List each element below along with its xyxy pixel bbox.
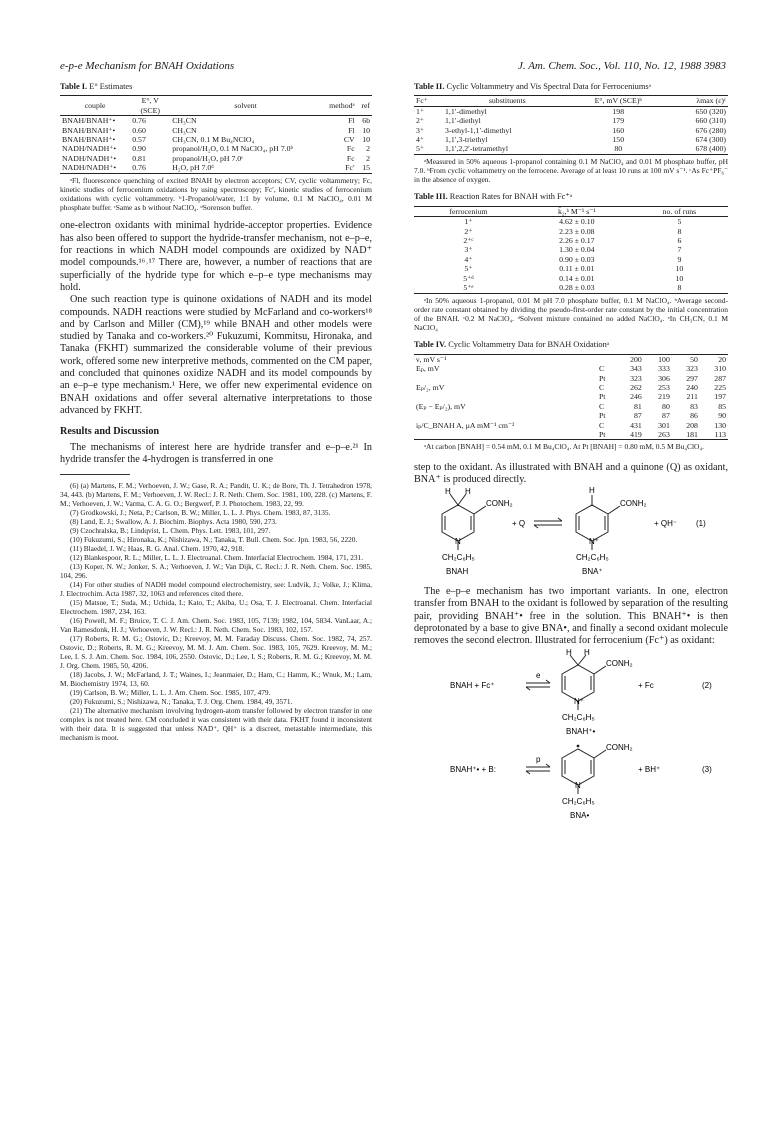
table-row: 5⁺ 0.11 ± 0.01 10 — [464, 264, 684, 274]
table-header: ferrocenium — [449, 206, 488, 216]
conh2-label: CONH₂ — [486, 499, 513, 509]
nitrogen-label: N — [455, 537, 461, 547]
table-row: 2⁺ 1,1′-diethyl 179 660 (310) — [416, 116, 726, 126]
table-row: Pt 323 306 297 287 — [598, 373, 726, 383]
hydrogen-label: H — [566, 647, 572, 657]
table-row: 5⁺ᵈ 0.14 ± 0.01 10 — [463, 273, 684, 283]
arrow-label: p — [536, 754, 541, 764]
equation-2-scheme — [414, 648, 724, 738]
conh2-label: CONH₂ — [606, 658, 633, 668]
table-header: solvent — [234, 101, 257, 111]
equilibrium-arrow — [526, 764, 550, 774]
reference-item: (6) (a) Martens, F. M.; Verhoeven, J. W.; Gase, R. A.; Pandit, U. K.; de Bore, Th. J. Tetrahedron 1978, 34, 443. (b) Martens, F. M.; Verhoeven, J. W. Recl.: J. R. Neth. Chem. Soc. 1981, 100, 228. (c) Martens, F. M.; Verhoeven, J. W.; Varma, C. A. G. O.; Bergwerf, P. J. Photochem. 1983, 22, 99. — [60, 481, 372, 509]
table-row: BNAH/BNAH⁺• 0.57 CH₃CN, 0.1 M Bu₄NClO₄ CV 10 — [62, 135, 370, 145]
nitrogen-label: N — [575, 780, 581, 790]
reference-item: (7) Grodkowski, J.; Neta, P.; Carlson, B. W.; Miller, L. L. J. Phys. Chem. 1983, 87, 3135. — [70, 508, 331, 518]
equation-rhs: + BH⁺ — [638, 764, 661, 774]
equation-number: (1) — [696, 519, 706, 529]
table-row: 5⁺ᵉ 0.28 ± 0.03 8 — [414, 283, 728, 293]
table-row: (Eₚ − Eₚ/₂), mV C 81 80 83 85 — [416, 401, 726, 411]
table-row: 4⁺ 1,1′,3-triethyl 150 674 (300) — [416, 135, 726, 145]
nitrogen-label: N⁺ — [574, 696, 584, 706]
equilibrium-arrow — [526, 680, 550, 690]
table-row: NADH/NADH⁺• 0.81 propanol/H₂O, pH 7.0ᶜ Fc 2 — [62, 153, 370, 163]
body-paragraph: step to the oxidant. As illustrated with BNAH and a quinone (Q) as oxidant, BNA⁺ is produced directly. — [414, 461, 728, 485]
table-header: no. of runs — [662, 206, 697, 216]
arrow-label: e — [536, 670, 541, 680]
table2-caption: Table II. Cyclic Voltammetry and Vis Spectral Data for Ferroceniumsᵃ — [414, 82, 651, 91]
left-column — [60, 82, 372, 742]
bna-plus-label: BNA⁺ — [582, 567, 603, 577]
table-row: 1⁺ 4.62 ± 0.10 5 — [464, 217, 682, 227]
footnote-divider — [60, 474, 130, 475]
equation-number: (3) — [702, 764, 712, 774]
conh2-label: CONH₂ — [620, 499, 647, 509]
reference-item: (18) Jacobs, J. W.; McFarland, J. T.; Waines, I.; Jeanmaier, D.; Ham, C.; Hamm, K.; Wnuk, M.; Lam, M. Biochemistry 1974, 13, 60. — [60, 670, 372, 689]
table-row: BNAH/BNAH⁺• 0.76 CH₃CN Fl 6b — [62, 116, 370, 126]
reference-item: (11) Blaedel, J. W.; Haas, R. G. Anal. Chem. 1970, 42, 918. — [70, 544, 245, 554]
benzyl-label: CH₂C₆H₅ — [576, 553, 609, 563]
reference-item: (17) Roberts, R. M. G.; Ostovic, D.; Kreevoy, M. M. Faraday Discuss. Chem. Soc. 1982, 74, 257. Ostovic, D.; Roberts, R. M. G.; Kreevoy, M. M. J. Am. Chem. Soc. 1983, 105, 7629. Kreevoy, M. M.; Lee, I. S. J. Am. Chem. Soc. 1984, 106, 2550. Ostovic, D.; Lee, I. S.; Roberts, R. M. G.; Kreevoy, M. M. J. Org. Chem. 1985, 50, 4206. — [60, 634, 372, 671]
table-row: 4⁺ 0.90 ± 0.03 9 — [464, 254, 682, 264]
equation-1 — [414, 486, 728, 586]
table1-footnotes: ᵃFl, fluorescence quenching of excited BNAH by electron acceptors; CV, cyclic voltammetry; Fc, kinetic studies of ferrocenium oxidations by using spectroscopy; Fc′, kinetic studies of ferrocenium oxidations with cyclic voltammetry. ᵇ1-Propanol/water, 1:1 by volume, 0.1 M NaClO₄, 0.01 M phosphate buffer. ᶜSame as b without NaClO₄. ᵈSorenson buffer. — [60, 175, 372, 213]
table-row: Pt 87 87 86 90 — [598, 411, 726, 421]
table-row: iₚ/C_BNAH A, μA mM⁻¹ cm⁻² C 431 301 208 130 — [416, 420, 726, 430]
radical-cation-label: BNAH⁺• — [566, 726, 596, 736]
conh2-label: CONH₂ — [606, 742, 633, 752]
reference-list — [60, 481, 372, 742]
reference-item: (19) Carlson, B. W.; Miller, L. L. J. Am. Chem. Soc. 1985, 107, 479. — [70, 688, 271, 698]
hydrogen-label: H — [584, 647, 590, 657]
section-heading: Results and Discussion — [60, 426, 160, 438]
hydrogen-label: H — [445, 487, 451, 497]
radical-label: BNA• — [570, 810, 590, 820]
bnah-label: BNAH — [446, 567, 469, 577]
table-header: couple — [84, 101, 106, 111]
equation-3-scheme — [414, 738, 724, 822]
equation-3 — [414, 738, 728, 822]
table-header: E°, V (SCE) — [140, 96, 160, 115]
equation-lhs: BNAH⁺• + B: — [450, 764, 496, 774]
hydrogen-label: H — [589, 486, 595, 496]
reference-item: (8) Land, E. J.; Swallow, A. J. Biochim. Biophys. Acta 1980, 590, 273. — [70, 517, 277, 527]
table3 — [414, 206, 728, 294]
table-header: methodᵃ — [329, 101, 355, 111]
equation-1-scheme — [414, 486, 714, 586]
reference-item: (13) Koper, N. W.; Jonker, S. A.; Verhoeven, J. W.; Van Dijk, C. Recl.: J. R. Neth. Chem. Soc. 1985, 104, 296. — [60, 562, 372, 581]
nitrogen-label: N⁺ — [589, 537, 599, 547]
table3-caption: Table III. Reaction Rates for BNAH with Fc⁺ᵃ — [414, 192, 573, 202]
benzyl-label: CH₂C₆H₅ — [562, 712, 595, 722]
equation-2 — [414, 648, 728, 738]
equation-number: (2) — [702, 680, 712, 690]
body-paragraph: The mechanisms of interest here are hydride transfer and e–p–e.²¹ In hydride transfer the 4-hydrogen is transferred in one — [60, 441, 372, 465]
table4 — [414, 354, 728, 441]
reference-item: (20) Fukuzumi, S.; Nishizawa, N.; Tanaka, T. J. Org. Chem. 1984, 49, 3571. — [70, 697, 293, 707]
body-paragraph: one-electron oxidants with minimal hydride-acceptor properties. Evidence has also been offered to support the hydride-transfer mechanism, not e–p–e, for reactions in which NADH model compounds are oxidized by NAD⁺ model compounds.¹⁶˒¹⁷ There are, however, a number of reactions that are superficially of the hydride type for which e–p–e type mechanisms may hold. — [60, 220, 372, 293]
hydrogen-label: H — [465, 487, 471, 497]
table1 — [60, 95, 372, 173]
benzyl-label: CH₂C₆H₅ — [442, 553, 475, 563]
table-header: λmax (ε)ᶜ — [696, 96, 726, 106]
reference-item: (12) Blankespoor, R. L.; Miller, L. L. J. Electroanal. Chem. Interfacial Electrochem. 1984, 171, 231. — [70, 553, 364, 563]
table-row: 5⁺ 1,1′,2,2′-tetramethyl 80 678 (400) — [416, 144, 726, 154]
table-row: 2⁺ᶜ 2.26 ± 0.17 6 — [463, 236, 682, 246]
table-row: Pt 246 219 211 197 — [598, 392, 726, 402]
equation-lhs: BNAH + Fc⁺ — [450, 680, 495, 690]
table-row: Eₚ/₂, mV C 262 253 240 225 — [416, 382, 726, 392]
reference-item: (16) Powell, M. F.; Bruice, T. C. J. Am. Chem. Soc. 1983, 105, 7139; 1982, 104, 5834. VanLaar, A.; Van Ramesdonk, H. J.; Verhoeven, J. W. Recl.: J. R. Neth. Chem. Soc. 1983, 102, 157. — [60, 616, 372, 635]
table4-caption: Table IV. Cyclic Voltammetry Data for BNAH Oxidationᵃ — [414, 340, 610, 350]
table-row: 3⁺ 1.30 ± 0.04 7 — [464, 245, 682, 255]
reference-item: (14) For other studies of NADH model compound electrochemistry, see: Ludvik, J.; Volke, J.; Klima, J. Electrochim. Acta 1987, 32, 1063 and references cited there. — [60, 580, 372, 599]
right-column — [414, 82, 728, 822]
reference-item: (9) Czochralska, B.; Lindqvist, L. Chem. Phys. Lett. 1983, 101, 297. — [70, 526, 271, 536]
table-row: ν, mV s⁻¹ 200 100 50 20 — [416, 354, 726, 364]
body-paragraph: The e–p–e mechanism has two important variants. In one, electron transfer from BNAH to the oxidant is followed by separation of the resulting pair, providing BNAH⁺• free in the solution. This BNAH⁺• is then deprotonated by a base to give BNA•, and finally a second oxidant molecule removes the second electron. Illustrated for ferrocenium (Fc⁺) as oxidant: — [414, 586, 728, 647]
table4-footnotes: ᵃAt carbon [BNAH] = 0.54 mM, 0.1 M Bu₄ClO₄. At Pt [BNAH] = 0.80 mM, 0.5 M Bu₄ClO₄. — [424, 442, 704, 452]
radical-dot — [577, 744, 580, 747]
table-header: k̄₂,ᵇ M⁻¹ s⁻¹ — [557, 206, 596, 216]
running-header-left: e-p-e Mechanism for BNAH Oxidations — [60, 60, 235, 72]
running-header-right: J. Am. Chem. Soc., Vol. 110, No. 12, 1988 3983 — [518, 60, 726, 72]
table-header: Fc⁺ — [416, 96, 428, 106]
table-row: BNAH/BNAH⁺• 0.60 CH₃CN Fl 10 — [62, 125, 370, 135]
table-row: Eₚ, mV C 343 333 323 310 — [416, 364, 726, 374]
reagent-q: + Q — [512, 519, 526, 529]
body-paragraph: One such reaction type is quinone oxidations of NADH and its model compounds. NADH reactions were studied by McFarland and co-workers¹⁸ and by Carlson and Miller (CM),¹⁹ while BNAH and other models were studied by Tanaka and co-workers.²⁰ Fukuzumi, Kommitsu, Hironaka, and Tanaka (FKHT) summarized the considerable volume of their previous work, offered some new interpretive methods, commented on the CM paper, and concluded that quinones oxidize NADH and its model compounds by an e–p–e type mechanism.¹ Here, we offer new experimental evidence on BNAH oxidations and offer several alternative interpretations to those advanced by FKHT. — [60, 294, 372, 416]
equilibrium-arrow — [534, 518, 562, 528]
table3-footnotes: ᵃIn 50% aqueous 1-propanol, 0.01 M pH 7.0 phosphate buffer, 0.1 M NaClO₄. ᵇAverage second-order rate constant obtained by dividing the pseudo-first-order rate constant by the initial concentration of the BNAH. ᶜ0.2 M NaClO₄. ᵈSolvent mixture contained no added NaClO₄. ᵉIn CH₃CN, 0.1 M NaClO₄ — [414, 295, 728, 333]
table-row: 2⁺ 2.23 ± 0.08 8 — [464, 226, 682, 236]
table-row: Pt 419 263 181 113 — [414, 430, 728, 440]
table-row: NADH/NADH⁺• 0.90 propanol/H₂O, 0.1 M NaClO₄, pH 7.0ᵇ Fc 2 — [62, 144, 370, 154]
table2 — [414, 95, 728, 154]
table-header: substituents — [488, 96, 526, 106]
equation-rhs: + Fc — [638, 680, 654, 690]
reference-item: (15) Matsue, T.; Suda, M.; Uchida, I.; Kato, T.; Akiba, U.; Osa, T. J. Electroanal. Chem. Interfacial Electrochem. 1987, 234, 163. — [60, 598, 372, 617]
table-header: ref — [361, 101, 370, 111]
table-row: 3⁺ 3-ethyl-1,1′-dimethyl 160 676 (280) — [416, 125, 726, 135]
reference-item: (10) Fukuzumi, S.; Hironaka, K.; Nishizawa, N.; Tanaka, T. Bull. Chem. Soc. Jpn. 1983, 56, 2220. — [70, 535, 358, 545]
table1-caption: Table I. E° Estimates — [60, 82, 133, 91]
reagent-qh: + QH⁻ — [654, 519, 678, 529]
table-row: NADH/NADH⁺• 0.76 H₂O, pH 7.0ᵈ Fc′ 15 — [62, 163, 370, 173]
reference-item: (21) The alternative mechanism involving hydrogen-atom transfer followed by electron transfer in one complex is not treated here. CM concluded it was consistent with their data. FKHT found it inconsistent with their data. It is suggested that unless NAD⁺, QH⁺ is a discreet, metastable intermediate, this mechanism is moot. — [60, 706, 372, 743]
table2-footnotes: ᵃMeasured in 50% aqueous 1-propanol containing 0.1 M NaClO₄ and 0.01 M phosphate buffer, pH 7.0. ᵇFrom cyclic voltammetry on the ferrocene. Average of at least 10 runs at 100 mV s⁻¹. ᶜAs Fc⁺PF₆⁻ in the absence of oxygen. — [414, 156, 728, 185]
table-header: E°, mV (SCE)ᵇ — [594, 96, 642, 106]
table-row: 1⁺ 1,1′-dimethyl 198 650 (320) — [416, 106, 726, 116]
benzyl-label: CH₂C₆H₅ — [562, 796, 595, 806]
